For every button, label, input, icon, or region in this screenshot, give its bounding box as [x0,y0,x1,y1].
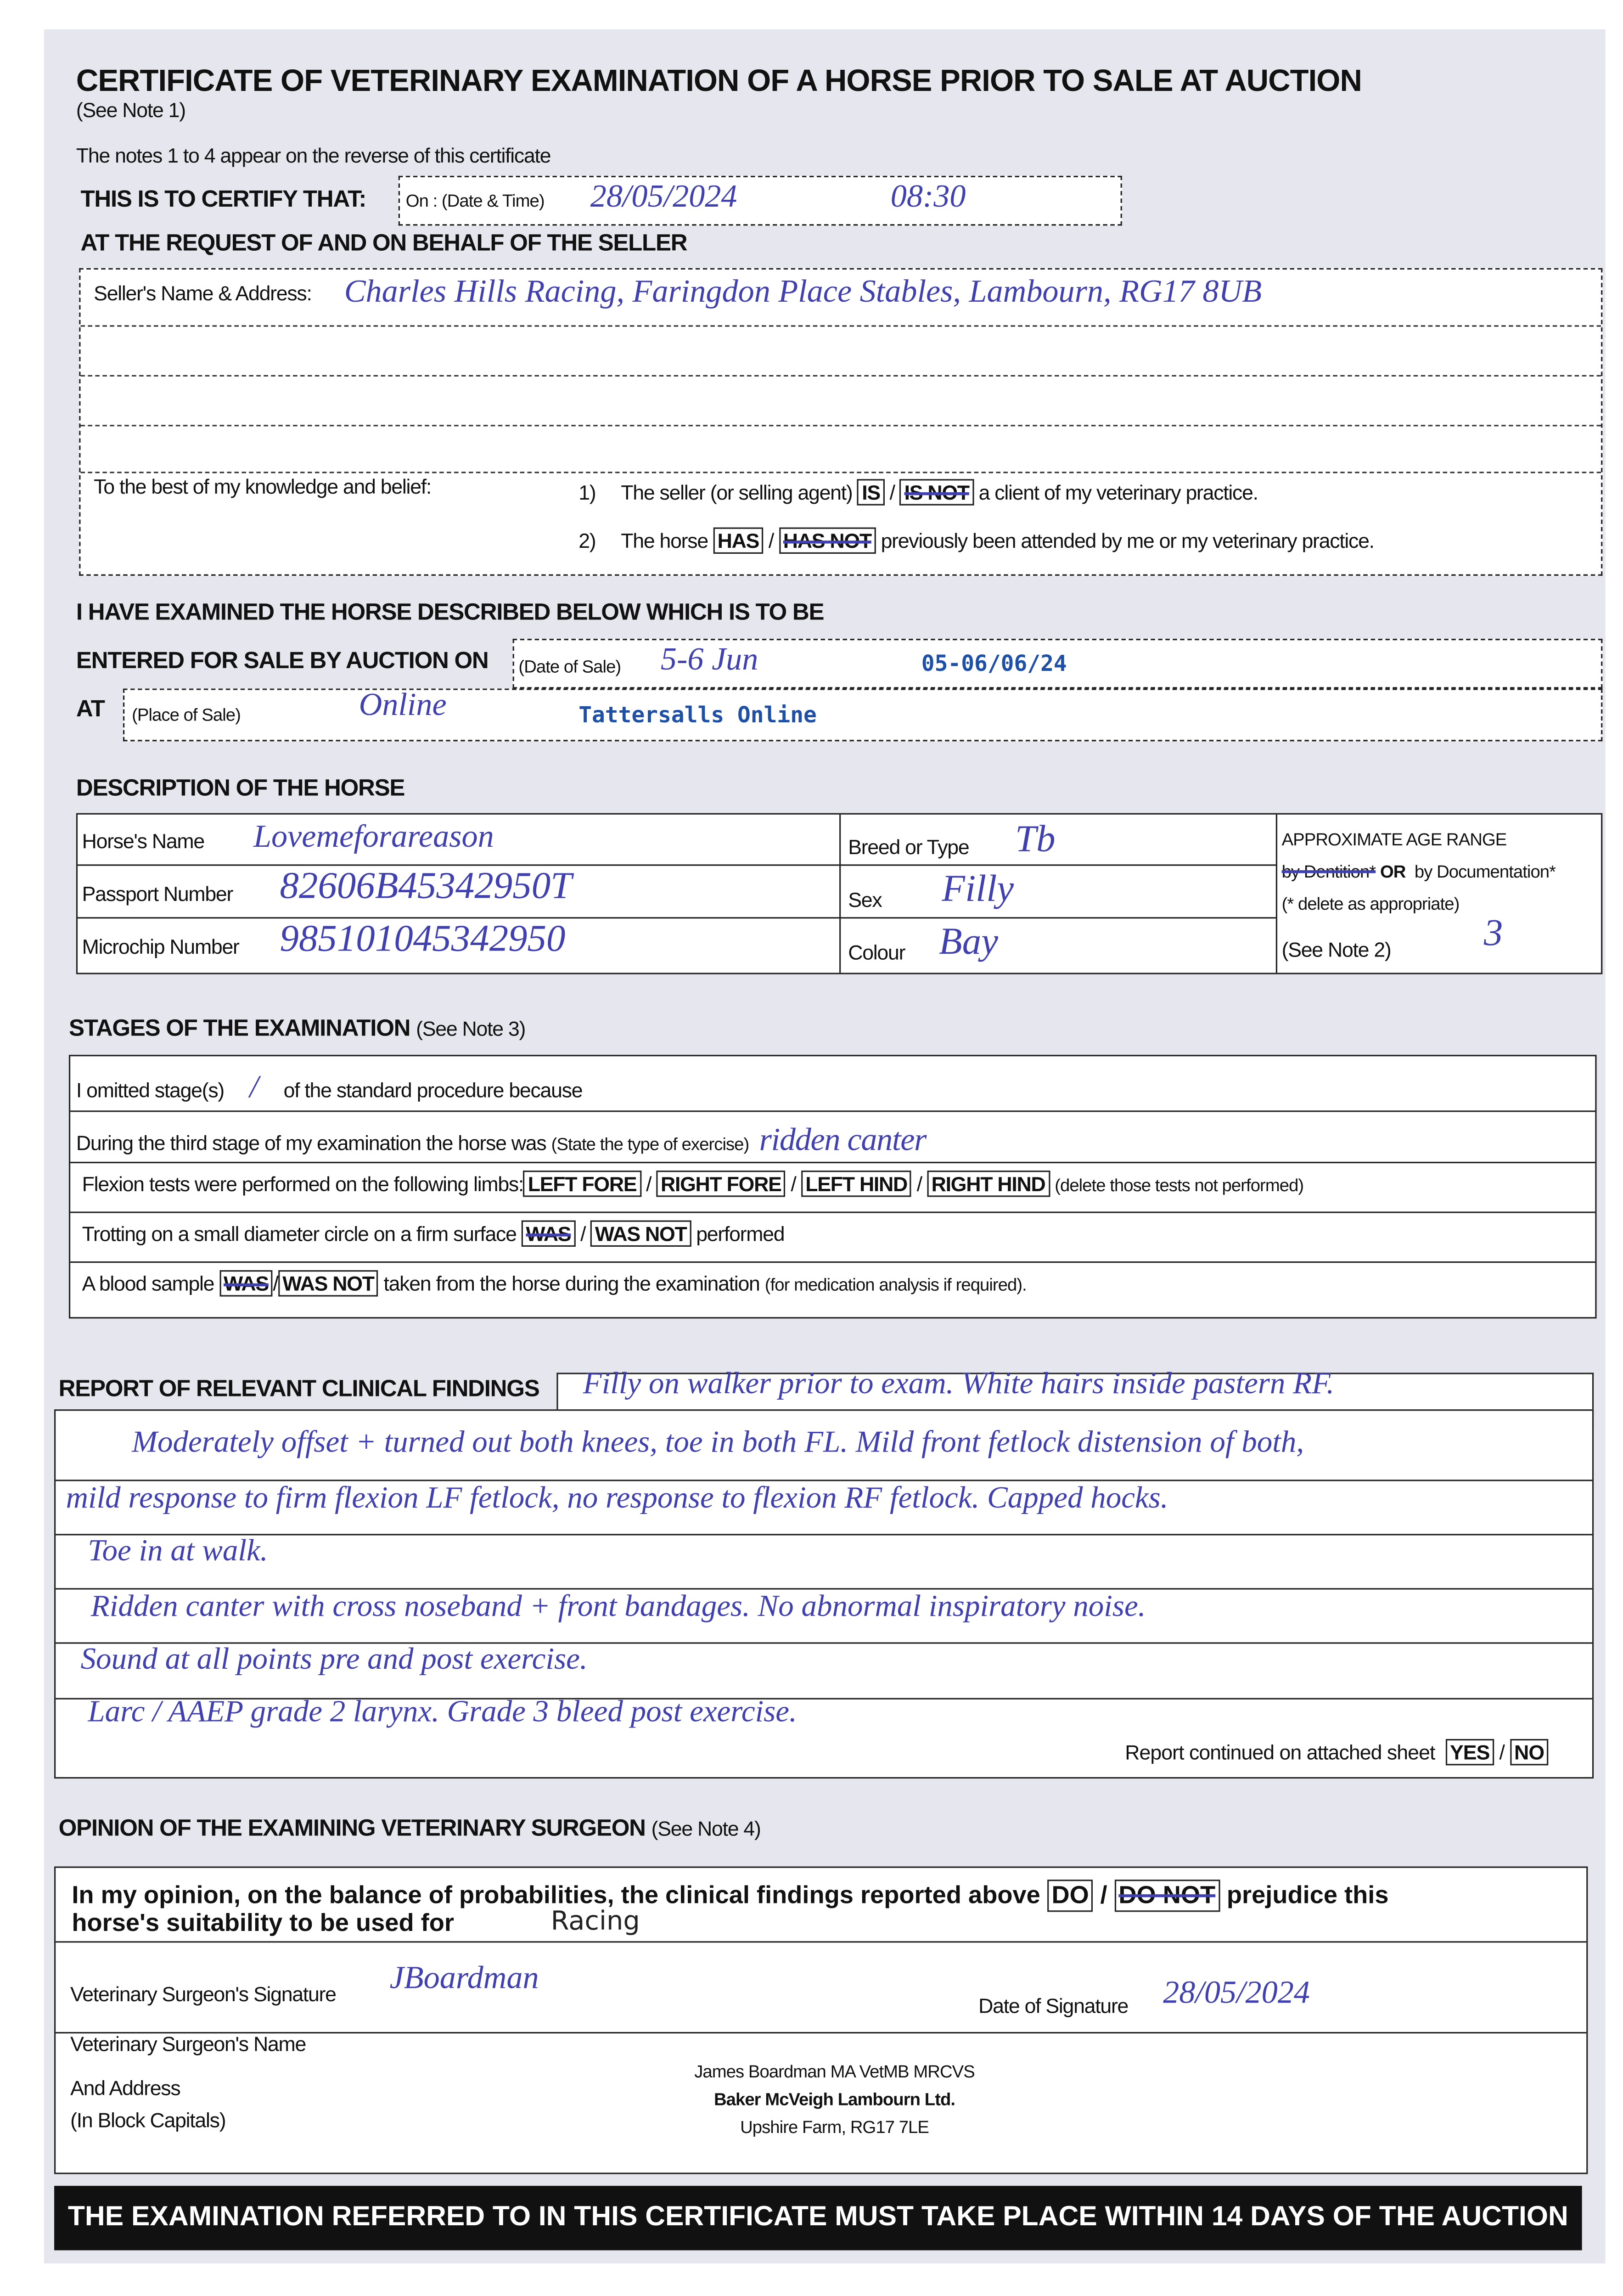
breed[interactable]: Tb [1015,817,1056,860]
sep: / [768,529,774,552]
date-of-sale-label: (Date of Sale) [518,656,621,677]
text: A blood sample [82,1272,214,1295]
trot-was-not[interactable]: WAS NOT [590,1221,691,1247]
exercise-type[interactable]: ridden canter [759,1120,927,1158]
by-documentation[interactable]: by Documentation* [1414,861,1556,882]
entered-label: ENTERED FOR SALE BY AUCTION ON [76,649,489,674]
colour[interactable]: Bay [939,920,999,963]
see-note-4: (See Note 4) [651,1817,761,1840]
text: taken from the horse during the examination [383,1272,760,1295]
microchip-label: Microchip Number [82,934,239,958]
option-do[interactable]: DO [1047,1880,1093,1912]
text: prejudice this [1226,1881,1389,1909]
blood-row [82,1270,1027,1296]
finding-line: mild response to firm flexion LF fetlock, no response to flexion RF fetlock. Capped hocks. [66,1480,1168,1515]
text: In my opinion, on the balance of probabilities, the clinical findings reported above [72,1881,1040,1909]
certificate-title: CERTIFICATE OF VETERINARY EXAMINATION OF A HORSE PRIOR TO SALE AT AUCTION [76,64,1362,98]
sale-heading: I HAVE EXAMINED THE HORSE DESCRIBED BELOW WHICH IS TO BE [76,601,824,626]
breed-label: Breed or Type [848,835,969,859]
sale-place-typed: Tattersalls Online [578,702,817,728]
exam-time: 08:30 [890,177,966,214]
see-note-3: (See Note 3) [416,1017,526,1041]
option-has[interactable]: HAS [713,528,764,554]
blood-was-not[interactable]: WAS NOT [278,1270,379,1296]
microchip-number[interactable]: 985101045342950 [280,917,566,960]
at-label: AT [76,697,105,722]
stages-heading-text: STAGES OF THE EXAMINATION [68,1017,410,1042]
colour-label: Colour [848,940,905,964]
finding-line: Sound at all points pre and post exercise. [80,1641,588,1676]
seller-name-address[interactable]: Charles Hills Racing, Faringdon Place Stables, Lambourn, RG17 8UB [344,272,1262,310]
horse-name-label: Horse's Name [82,829,204,853]
stages-heading [69,1017,525,1043]
stamp-line: James Boardman MA VetMB MRCVS [694,2061,975,2082]
signature-label: Veterinary Surgeon's Signature [70,1982,336,2006]
option-is-not-deleted[interactable]: IS NOT [900,479,973,505]
place-of-sale-field[interactable] [123,688,1602,741]
option-do-not-deleted[interactable]: DO NOT [1114,1880,1220,1912]
text: previously been attended by me or my veterinary practice. [881,529,1374,552]
sale-date-handwritten: 5-6 Jun [660,640,758,677]
omitted-stages-value[interactable]: / [249,1068,258,1105]
horse-description-table [76,813,1602,974]
signature: JBoardman [389,1958,539,1996]
date-time-label: On : (Date & Time) [405,190,545,211]
number: 2) [578,529,596,552]
omitted-stages-row [76,1068,582,1106]
finding-line: Toe in at walk. [88,1532,268,1568]
report-heading: REPORT OF RELEVANT CLINICAL FINDINGS [58,1377,539,1402]
vet-address-label: And Address [70,2076,180,2099]
opinion-line-2: horse's suitability to be used for [72,1909,454,1937]
text-small: (State the type of exercise) [551,1134,749,1155]
seller-section [79,268,1602,576]
limb-right-hind[interactable]: RIGHT HIND [927,1171,1050,1197]
knowledge-label: To the best of my knowledge and belief: [94,474,432,498]
seller-heading: AT THE REQUEST OF AND ON BEHALF OF THE SELLER [80,231,687,257]
finding-line: Filly on walker prior to exam. White hairs inside pastern RF. [583,1365,1335,1401]
continued-yes[interactable]: YES [1445,1739,1494,1765]
date-of-sale-field[interactable] [513,639,1603,688]
date-time-field[interactable] [399,176,1122,225]
statement-horse-attended [578,528,1374,554]
text: Flexion tests were performed on the following limbs: [82,1172,524,1196]
text: The horse [621,529,708,552]
option-is[interactable]: IS [858,479,885,505]
block-capitals-label: (In Block Capitals) [70,2108,226,2132]
delete-note: (* delete as appropriate) [1281,894,1460,914]
text: The seller (or selling agent) [621,480,853,504]
text-small: (for medication analysis if required). [764,1274,1027,1295]
text: During the third stage of my examination the horse was [76,1131,546,1155]
see-note-2: (See Note 2) [1281,937,1391,961]
text: of the standard procedure because [283,1078,583,1102]
date-of-signature-label: Date of Signature [978,1994,1129,2018]
finding-line: Ridden canter with cross noseband + front bandages. No abnormal inspiratory noise. [90,1588,1146,1623]
text: Report continued on attached sheet [1125,1740,1435,1764]
sale-place-handwritten: Online [359,686,447,722]
sep: / [1100,1881,1107,1909]
or: OR [1380,861,1406,882]
continued-row [1125,1739,1548,1765]
trot-was-deleted[interactable]: WAS [522,1221,575,1247]
sep: / [1499,1740,1505,1764]
finding-line: Moderately offset + turned out both knees, toe in both FL. Mild front fetlock distension of both, [132,1424,1304,1459]
place-of-sale-label: (Place of Sale) [132,704,241,726]
blood-was-deleted[interactable]: WAS [219,1270,273,1296]
finding-line: Larc / AAEP grade 2 larynx. Grade 3 bleed post exercise. [88,1694,797,1729]
stages-table [69,1055,1597,1318]
text: performed [696,1221,785,1245]
notes-text: The notes 1 to 4 appear on the reverse of this certificate [76,143,551,167]
limb-left-fore[interactable]: LEFT FORE [523,1171,641,1197]
footer-banner: THE EXAMINATION REFERRED TO IN THIS CERTIFICATE MUST TAKE PLACE WITHIN 14 DAYS OF THE AUCTION [54,2186,1582,2250]
certify-label: THIS IS TO CERTIFY THAT: [80,187,366,213]
horse-name[interactable]: Lovemeforareason [253,817,494,855]
statement-seller-client [578,479,1258,505]
age-range-label: APPROXIMATE AGE RANGE [1281,829,1507,850]
limb-left-hind[interactable]: LEFT HIND [801,1171,912,1197]
text: I omitted stage(s) [76,1078,224,1102]
intended-use[interactable]: Racing [550,1906,640,1937]
sep: / [273,1272,278,1295]
vet-stamp [694,2059,975,2142]
text: (delete those tests not performed) [1055,1175,1304,1196]
stamp-line: Upshire Farm, RG17 7LE [740,2117,929,2138]
date-of-signature[interactable]: 28/05/2024 [1163,1973,1310,2010]
flexion-row: Flexion tests were performed on the following limbs: LEFT FORE / RIGHT FORE / LEFT HIND / RIGHT HIND (delete those tests not performed) [82,1171,1304,1197]
vet-name-label: Veterinary Surgeon's Name [70,2032,306,2056]
number: 1) [578,480,596,504]
sale-date-typed: 05-06/06/24 [921,650,1067,677]
text: Trotting on a small diameter circle on a firm surface [82,1221,517,1245]
by-dentition-deleted[interactable]: by Dentition* [1281,861,1376,882]
opinion-heading [59,1817,761,1843]
seller-label: Seller's Name & Address: [94,281,312,305]
text: a client of my veterinary practice. [978,480,1258,504]
exam-date: 28/05/2024 [590,177,737,214]
limb-right-fore[interactable]: RIGHT FORE [656,1171,786,1197]
age[interactable]: 3 [1483,911,1503,954]
sep: / [580,1221,586,1245]
description-heading: DESCRIPTION OF THE HORSE [76,776,405,802]
stamp-line: Baker McVeigh Lambourn Ltd. [713,2089,955,2110]
passport-label: Passport Number [82,882,233,906]
opinion-heading-text: OPINION OF THE EXAMINING VETERINARY SURGEON [58,1817,646,1842]
age-method [1282,861,1556,882]
opinion-box [54,1867,1588,2174]
sep: / [889,480,895,504]
sex-label: Sex [848,888,882,912]
trot-row [82,1221,785,1247]
option-has-not-deleted[interactable]: HAS NOT [779,528,876,554]
passport-number[interactable]: 82606B45342950T [280,864,572,907]
see-note-1: (See Note 1) [76,98,185,122]
opinion-line-1 [72,1880,1388,1912]
third-stage-row [76,1121,926,1159]
continued-no[interactable]: NO [1510,1739,1548,1765]
sex[interactable]: Filly [942,867,1014,910]
